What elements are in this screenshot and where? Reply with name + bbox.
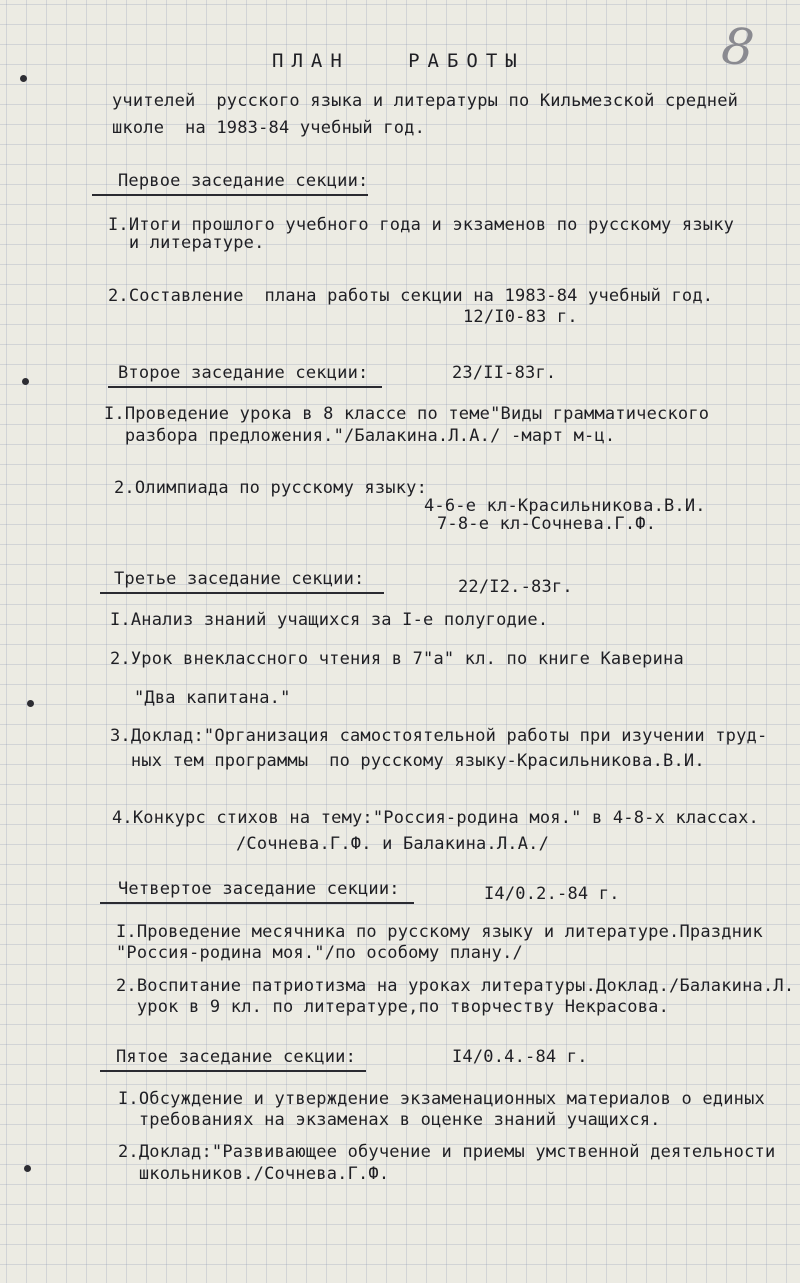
punch-hole-mark xyxy=(27,700,34,707)
section-2-date: 23/II-83г. xyxy=(452,363,557,383)
section-3-line-7: /Сочнева.Г.Ф. и Балакина.Л.А./ xyxy=(236,834,550,854)
section-5-line-3: 2.Доклад:"Развивающее обучение и приемы умственной деятельности xyxy=(118,1142,776,1162)
section-4-line-4: урок в 9 кл. по литературе,по творчеству Некрасова. xyxy=(116,997,670,1017)
section-3-line-3: "Два капитана." xyxy=(134,688,291,708)
punch-hole-mark xyxy=(24,1165,31,1172)
section-2-line-4: 4-6-е кл-Красильникова.В.И. xyxy=(424,496,706,516)
section-3-line-2: 2.Урок внеклассного чтения в 7"а" кл. по книге Каверина xyxy=(110,649,684,669)
section-3-line-1: I.Анализ знаний учащихся за I-е полугодие. xyxy=(110,610,549,630)
subtitle-line-2: школе на 1983-84 учебный год. xyxy=(112,118,426,138)
section-3-line-4: 3.Доклад:"Организация самостоятельной работы при изучении труд- xyxy=(110,726,768,746)
section-3-line-6: 4.Конкурс стихов на тему:"Россия-родина моя." в 4-8-х классах. xyxy=(112,808,759,828)
section-1-line-1: I.Итоги прошлого учебного года и экзаменов по русскому языку xyxy=(108,215,735,235)
subtitle-line-1: учителей русского языка и литературы по Кильмезской средней xyxy=(112,91,739,111)
section-3-line-5: ных тем программы по русскому языку-Красильникова.В.И. xyxy=(110,751,705,771)
punch-hole-mark xyxy=(20,75,27,82)
section-3-date: 22/I2.-83г. xyxy=(458,577,573,597)
section-2-line-3: 2.Олимпиада по русскому языку: xyxy=(114,478,428,498)
punch-hole-mark xyxy=(22,378,29,385)
section-5-heading: Пятое заседание секции: xyxy=(100,1046,366,1072)
page-number: 8 xyxy=(719,16,757,78)
section-4-line-2: "Россия-родина моя."/по особому плану./ xyxy=(116,943,523,963)
section-2-line-2: разбора предложения."/Балакина.Л.А./ -март м-ц. xyxy=(104,426,616,446)
section-5-line-1: I.Обсуждение и утверждение экзаменационных материалов о единых xyxy=(118,1089,765,1109)
document-title: ПЛАН РАБОТЫ xyxy=(272,50,525,72)
section-3-heading: Третье заседание секции: xyxy=(100,568,384,594)
section-5-date: I4/0.4.-84 г. xyxy=(452,1047,588,1067)
section-4-line-3: 2.Воспитание патриотизма на уроках литературы.Доклад./Балакина.Л. xyxy=(116,976,795,996)
section-1-date: 12/I0-83 г. xyxy=(463,307,578,327)
section-1-line-3: 2.Составление плана работы секции на 1983-84 учебный год. xyxy=(108,286,714,306)
section-4-date: I4/0.2.-84 г. xyxy=(484,884,620,904)
section-2-line-5: 7-8-е кл-Сочнева.Г.Ф. xyxy=(437,514,657,534)
section-4-line-1: I.Проведение месячника по русскому языку и литературе.Праздник xyxy=(116,922,763,942)
section-5-line-4: школьников./Сочнева.Г.Ф. xyxy=(118,1164,390,1184)
section-1-heading: Первое заседание секции: xyxy=(92,170,368,196)
section-5-line-2: требованиях на экзаменах в оценке знаний учащихся. xyxy=(118,1110,661,1130)
section-1-line-2: и литературе. xyxy=(108,233,265,253)
section-2-line-1: I.Проведение урока в 8 классе по теме"Виды грамматического xyxy=(104,404,710,424)
section-4-heading: Четвертое заседание секции: xyxy=(100,878,414,904)
section-2-heading: Второе заседание секции: xyxy=(108,362,382,388)
